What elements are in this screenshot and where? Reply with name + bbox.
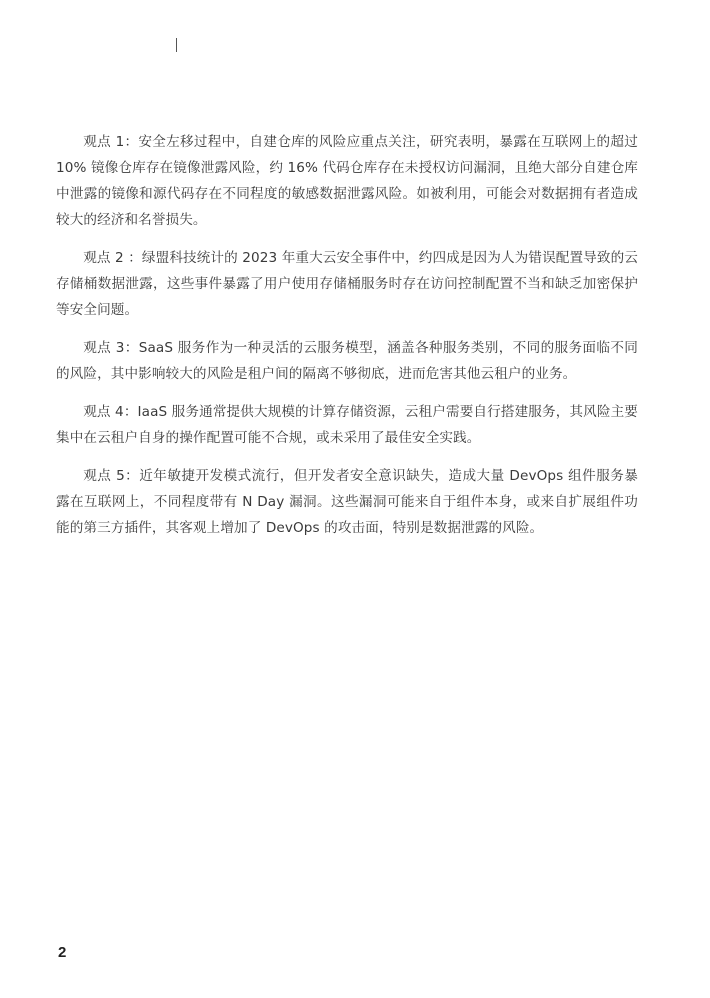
paragraph-viewpoint-3: 观点 3：SaaS 服务作为一种灵活的云服务模型，涵盖各种服务类别，不同的服务面临不同的风险，其中影响较大的风险是租户间的隔离不够彻底，进而危害其他云租户的业务。 — [56, 340, 638, 382]
paragraph-viewpoint-2: 观点 2 ：绿盟科技统计的 2023 年重大云安全事件中，约四成是因为人为错误配置导致的云存储桶数据泄露，这些事件暴露了用户使用存储桶服务时存在访问控制配置不当和缺乏加密保护等安全问题。 — [56, 250, 638, 318]
document-body — [56, 129, 638, 553]
header-divider-mark — [176, 38, 177, 52]
paragraph-viewpoint-5: 观点 5：近年敏捷开发模式流行，但开发者安全意识缺失，造成大量 DevOps 组件服务暴露在互联网上，不同程度带有 N Day 漏洞。这些漏洞可能来自于组件本身，或来自扩展组件功能的第三方插件，其客观上增加了 DevOps 的攻击面，特别是数据泄露的风险。 — [56, 468, 638, 536]
paragraph-viewpoint-1: 观点 1：安全左移过程中，自建仓库的风险应重点关注，研究表明，暴露在互联网上的超过 10% 镜像仓库存在镜像泄露风险，约 16% 代码仓库存在未授权访问漏洞，且绝大部分自建仓库中泄露的镜像和源代码存在不同程度的敏感数据泄露风险。如被利用，可能会对数据拥有者造成较大的经济和名誉损失。 — [56, 134, 638, 228]
paragraph-viewpoint-4: 观点 4：IaaS 服务通常提供大规模的计算存储资源，云租户需要自行搭建服务，其风险主要集中在云租户自身的操作配置可能不合规，或未采用了最佳安全实践。 — [56, 404, 638, 446]
page-number: 2 — [58, 944, 67, 961]
